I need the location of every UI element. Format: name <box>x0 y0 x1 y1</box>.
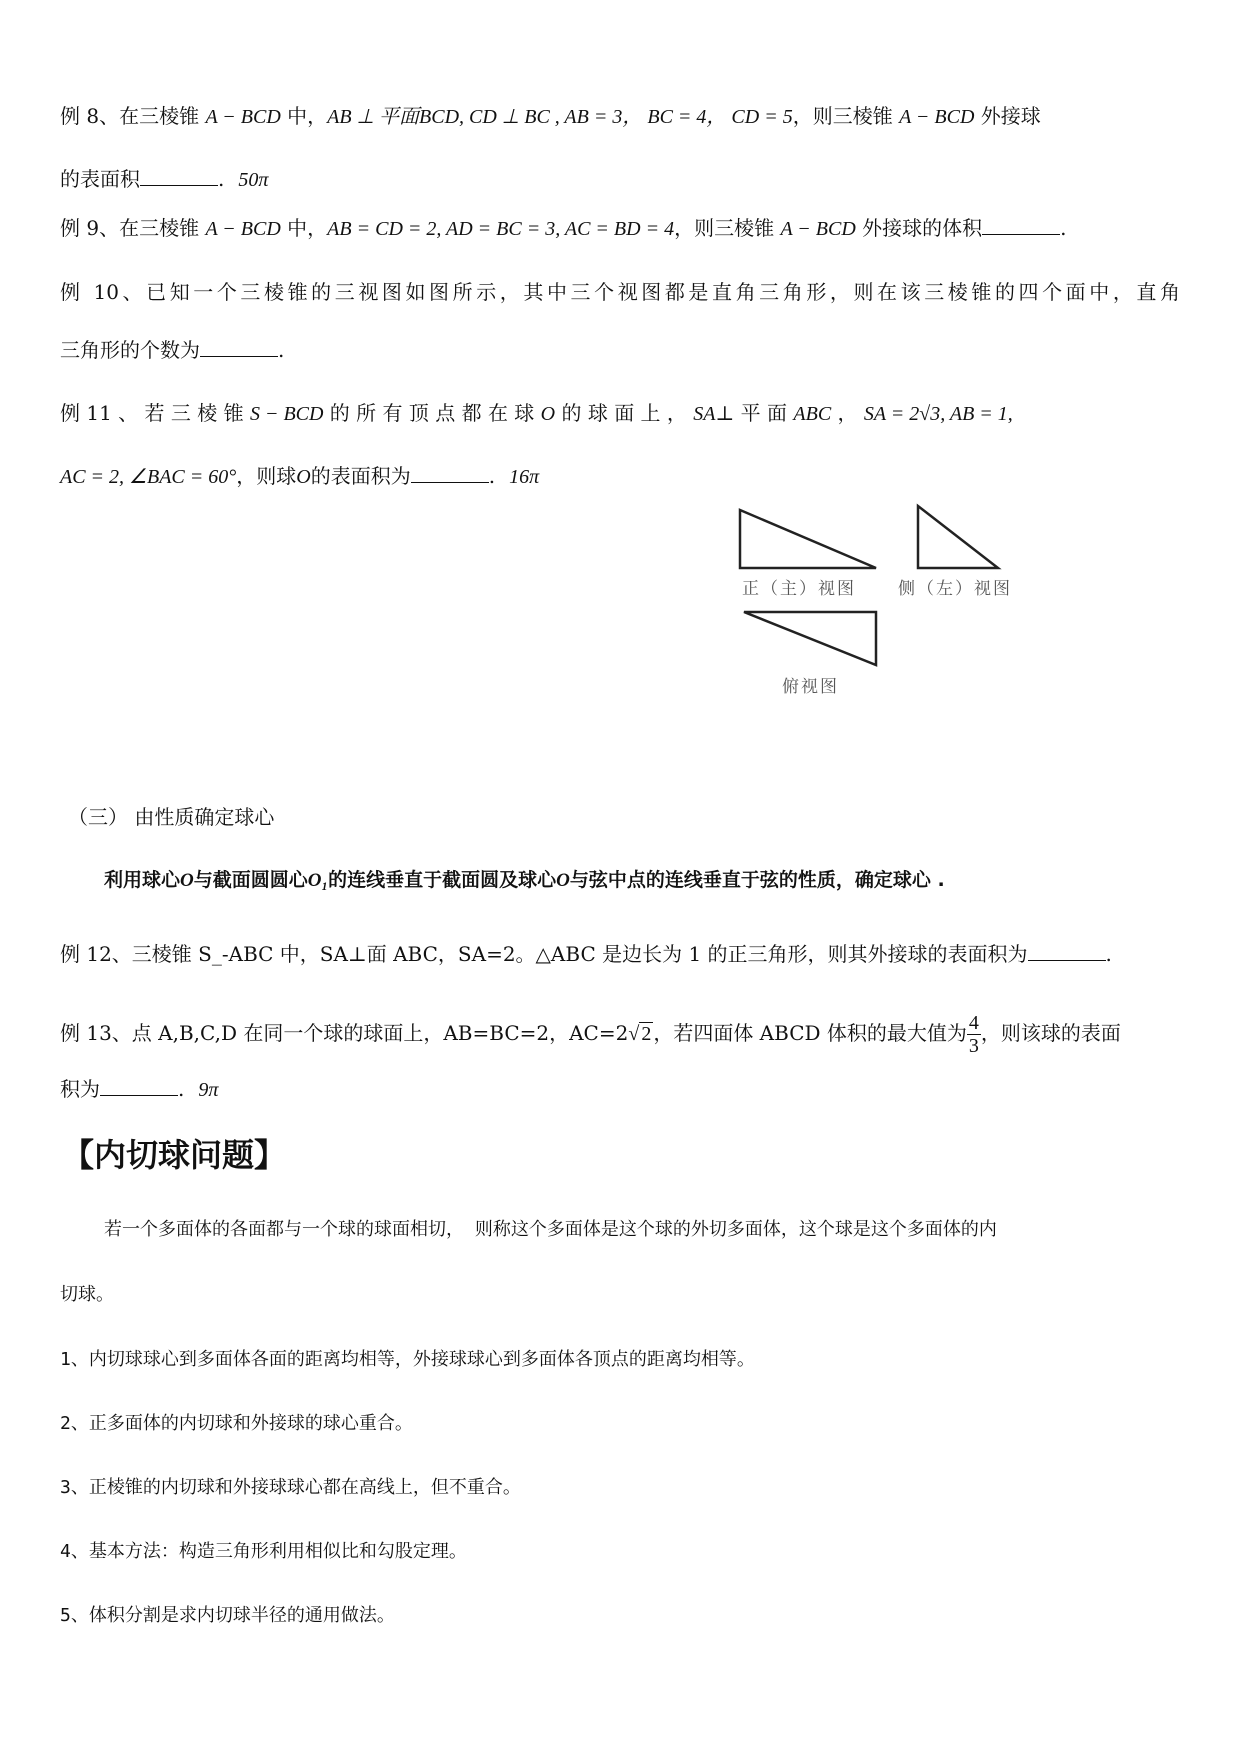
example-8-line-2: 的表面积 . 50π <box>60 167 269 191</box>
ex11-text-e: ， <box>831 401 864 425</box>
ex11-math-sbcd: S − BCD <box>249 403 324 425</box>
method-text-a: 利用球心 <box>104 869 181 891</box>
three-view-drawing <box>730 500 1050 710</box>
ex11-math-o-2: O <box>296 466 311 488</box>
section-3-title <box>68 803 1180 831</box>
ex13-text-l2: 积为 <box>60 1077 100 1101</box>
ex9-math-abcd: A − BCD <box>205 218 281 240</box>
ex8-text-e: 外接球 <box>974 104 1041 128</box>
ex13-answer-blank <box>100 1077 178 1096</box>
inscribed-sphere-heading: 【内切球问题】 <box>62 1136 287 1174</box>
ex8-conditions: AB ⊥ 平面BCD, CD ⊥ BC , AB = 3， BC = 4， CD = 5 <box>327 106 793 128</box>
ex11-text-b: 的 所 有 顶 点 都 在 球 <box>323 401 541 425</box>
ex9-conditions: AB = CD = 2, AD = BC = 3, AC = BD = 4 <box>327 218 675 240</box>
side-view-label: 侧（左）视图 <box>898 579 1012 599</box>
ex10-text-2: 三角形的个数为 <box>60 338 200 362</box>
ex13-fraction <box>967 1012 981 1057</box>
ex11-answer <box>509 466 539 488</box>
example-8-line-1 <box>60 102 1180 131</box>
intro-text-1: 若一个多面体的各面都与一个球的球面相切， 则称这个多面体是这个球的外切多面体，这个球是这个多面体的内 <box>104 1219 997 1240</box>
method-text-b: 与截面圆圆心 <box>193 869 308 891</box>
ex11-text-d: ⊥ 平 面 <box>715 401 794 425</box>
ex10-answer-blank <box>200 338 278 357</box>
method-math-o-2: O <box>556 870 570 891</box>
ex9-text-c: ，则三棱锥 <box>674 216 781 240</box>
example-9: 例 9、在三棱锥 A − BCD 中，AB = CD = 2, AD = BC = 3, AC = BD = 4，则三棱锥 A − BCD 外接球的体积 . <box>60 216 1067 240</box>
ex8-answer-value: 50π <box>238 169 269 191</box>
ex11-math-abc: ABC <box>793 403 832 425</box>
point-4: 4、基本方法：构造三角形利用相似比和勾股定理。 <box>60 1541 467 1562</box>
ex12-answer-blank <box>1028 942 1106 961</box>
ex13-text-c: ，则该球的表面 <box>980 1021 1121 1045</box>
ex10-text-1: 例 10、已知一个三棱锥的三视图如图所示，其中三个视图都是直角三角形，则在该三棱锥的四个面中，直角 <box>60 280 1180 304</box>
ex13-sqrt-value: 2 <box>641 1023 652 1045</box>
ex8-answer <box>238 169 268 191</box>
ex11-math-sa: SA <box>693 403 716 425</box>
example-11-line-2: AC = 2, ∠BAC = 60°，则球O的表面积为 . 16π <box>60 464 540 488</box>
ex13-sqrt: √ 2 <box>628 1023 652 1045</box>
point-5: 5、体积分割是求内切球半径的通用做法。 <box>60 1605 395 1626</box>
point-1: 1、内切球球心到多面体各面的距离均相等，外接球球心到多面体各顶点的距离均相等。 <box>60 1349 755 1370</box>
section-3-method <box>104 866 1180 895</box>
method-text-d: 与弦中点的连线垂直于弦的性质，确定球心 . <box>569 869 945 891</box>
example-10-line-2: 三角形的个数为 . <box>60 338 285 362</box>
section-3-title-text: （三） 由性质确定球心 <box>68 805 275 829</box>
ex8-text-surface: 的表面积 <box>60 167 140 191</box>
point-3: 3、正棱锥的内切球和外接球球心都在高线上，但不重合。 <box>60 1477 521 1498</box>
ex13-text-b: ，若四面体 ABCD 体积的最大值为 <box>653 1021 967 1045</box>
ex13-text-a: 例 13、点 A,B,C,D 在同一个球的球面上，AB=BC=2，AC=2 <box>60 1021 629 1045</box>
ex9-answer-blank <box>982 216 1060 235</box>
three-view-figure <box>730 500 1050 710</box>
ex8-math-abcd-2: A − BCD <box>899 106 975 128</box>
ex11-text-surface: 的表面积为 <box>310 464 411 488</box>
method-text-c: 的连线垂直于截面圆及球心 <box>328 869 557 891</box>
ex8-math-abcd: A − BCD <box>205 106 281 128</box>
example-10-line-1 <box>60 278 1180 306</box>
ex13-answer-value: 9π <box>198 1079 219 1101</box>
intro-text-2: 切球。 <box>60 1284 114 1305</box>
ex9-text-d: 外接球的体积 <box>855 216 983 240</box>
ex11-text-c: 的 球 面 上 ， <box>555 401 694 425</box>
intro-line-1 <box>104 1216 1180 1244</box>
ex13-frac-num: 4 <box>968 1012 979 1034</box>
ex11-math-o: O <box>540 403 556 425</box>
ex12-text: 例 12、三棱锥 S_-ABC 中，SA⊥面 ABC，SA=2。△ABC 是边长为 1 的正三角形，则其外接球的表面积为 <box>60 942 1028 966</box>
ex11-answer-value: 16π <box>509 466 540 488</box>
front-view-triangle <box>740 510 876 568</box>
ex11-text-ball: ，则球 <box>236 464 297 488</box>
ex9-text-b: 中， <box>280 216 328 240</box>
front-view-label: 正（主）视图 <box>742 579 856 599</box>
ex9-math-abcd-2: A − BCD <box>780 218 856 240</box>
ex11-math-sa-eq: SA = 2√3, AB = 1, <box>863 403 1013 425</box>
example-13-line-1 <box>60 1012 1180 1057</box>
top-view-triangle <box>744 612 876 665</box>
ex11-answer-blank <box>411 464 489 483</box>
side-view-triangle <box>918 506 998 568</box>
method-math-o: O <box>180 870 194 891</box>
method-math-o1: O₁ <box>307 870 329 891</box>
ex8-text-a: 例 8、在三棱锥 <box>60 104 206 128</box>
point-2: 2、正多面体的内切球和外接球的球心重合。 <box>60 1413 413 1434</box>
top-view-label: 俯视图 <box>782 677 839 697</box>
ex13-frac-den: 3 <box>968 1035 979 1057</box>
example-13-line-2: 积为 . 9π <box>60 1077 219 1101</box>
ex11-conditions: AC = 2, ∠BAC = 60° <box>60 466 237 488</box>
example-11-line-1 <box>60 399 1180 428</box>
intro-line-2 <box>60 1281 1180 1309</box>
ex13-answer <box>198 1079 218 1101</box>
ex8-answer-blank <box>140 167 218 186</box>
ex11-text-a: 例 11 、 若 三 棱 锥 <box>60 401 250 425</box>
ex8-text-b: 中， <box>280 104 328 128</box>
ex9-text-a: 例 9、在三棱锥 <box>60 216 206 240</box>
ex8-text-d: ，则三棱锥 <box>792 104 900 128</box>
example-12: 例 12、三棱锥 S_-ABC 中，SA⊥面 ABC，SA=2。△ABC 是边长为 1 的正三角形，则其外接球的表面积为 . <box>60 942 1112 966</box>
